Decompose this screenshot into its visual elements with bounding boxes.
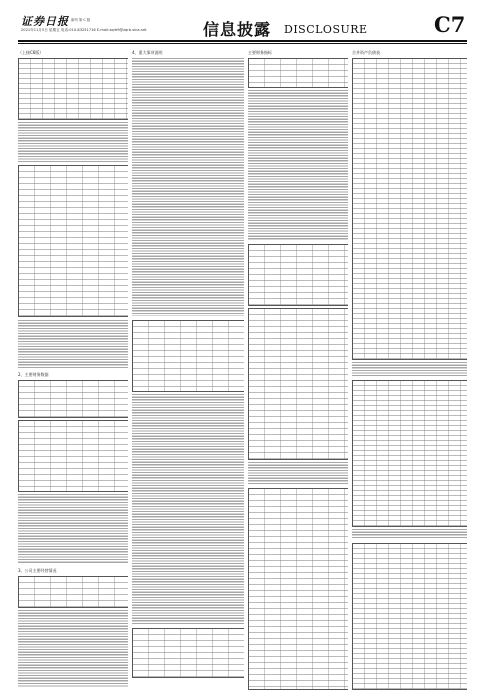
financial-table-7 [132, 628, 244, 678]
column-3 [248, 50, 348, 690]
text-block [352, 529, 467, 539]
financial-table-10 [248, 308, 348, 460]
column-2-caption: 4、重大事项说明 [132, 50, 163, 55]
financial-table-12 [352, 58, 467, 360]
text-block [18, 122, 128, 162]
column-1-subheading: 2、主要财务数据 [18, 372, 49, 377]
column-1 [18, 50, 128, 690]
financial-table-11 [248, 488, 348, 690]
text-block [18, 494, 128, 564]
newspaper-logo: 证券日报 [21, 15, 69, 28]
financial-table-2 [18, 165, 128, 317]
logo-subtitle: 副刊 第 C 版 [71, 18, 91, 22]
financial-table-8 [248, 58, 348, 88]
text-block [132, 394, 244, 624]
financial-table-6 [132, 320, 244, 392]
section-title-cn: 信息披露 [203, 20, 272, 39]
column-4-caption: 合并资产负债表 [352, 50, 380, 55]
text-block [132, 58, 244, 316]
text-block [18, 320, 128, 368]
financial-table-4 [18, 420, 128, 492]
text-block [248, 462, 348, 484]
text-block [248, 90, 348, 240]
text-block [18, 610, 128, 688]
column-4 [352, 50, 467, 690]
column-2 [132, 50, 244, 690]
financial-table-14 [352, 543, 467, 690]
financial-table-9 [248, 244, 348, 306]
financial-table-5 [18, 576, 128, 608]
masthead-rule [18, 40, 467, 42]
financial-table-1 [18, 58, 128, 120]
column-1-subheading: 3、公司主要经营情况 [18, 568, 57, 573]
masthead-rule-thin [18, 43, 467, 44]
dateline: 2021年11月5日 星期五 电话:010-83251716 E-mail:zqrb9@zqrb.sina.net [21, 28, 147, 32]
column-1-caption: （上接C6版） [18, 50, 44, 55]
financial-table-13 [352, 380, 467, 527]
column-3-caption: 主要财务指标 [248, 50, 272, 55]
financial-table-3 [18, 380, 128, 418]
text-block [352, 362, 467, 376]
page-number: C7 [434, 12, 466, 37]
masthead [0, 0, 484, 46]
section-title-en: DISCLOSURE [284, 23, 368, 36]
